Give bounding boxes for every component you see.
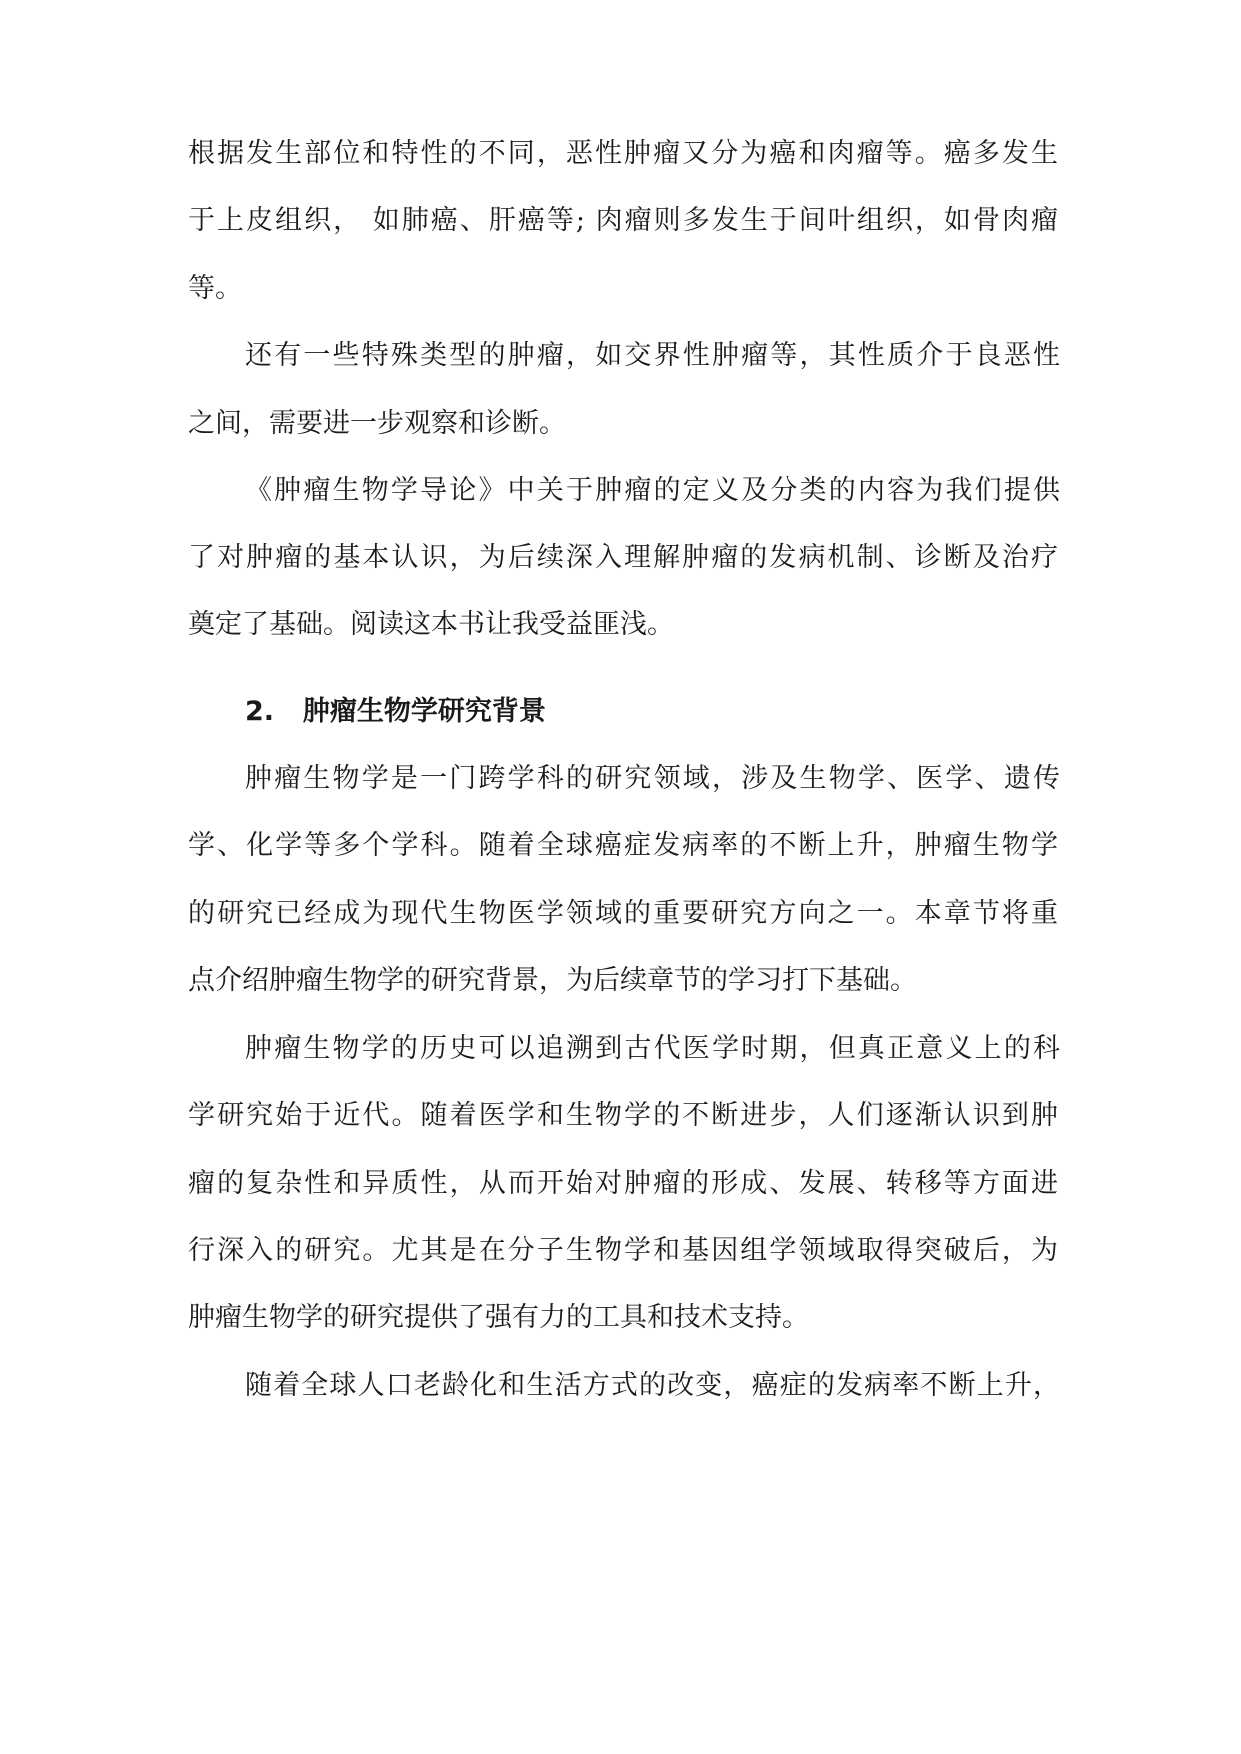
section-heading <box>245 692 546 732</box>
paragraph-5-line-3: 瘤的复杂性和异质性，从而开始对肿瘤的形成、发展、转移等方面进 <box>188 1168 1058 1199</box>
paragraph-3-line-1: 《肿瘤生物学导论》中关于肿瘤的定义及分类的内容为我们提供 <box>245 475 1060 506</box>
paragraph-4-line-3: 的研究已经成为现代生物医学领域的重要研究方向之一。本章节将重 <box>188 898 1058 929</box>
paragraph-5-line-1: 肿瘤生物学的历史可以追溯到古代医学时期，但真正意义上的科 <box>245 1033 1060 1064</box>
paragraph-5-line-2: 学研究始于近代。随着医学和生物学的不断进步，人们逐渐认识到肿 <box>188 1100 1058 1131</box>
paragraph-4-line-2: 学、化学等多个学科。随着全球癌症发病率的不断上升，肿瘤生物学 <box>188 830 1058 861</box>
paragraph-1-line-2: 于上皮组织， 如肺癌、肝癌等; 肉瘤则多发生于间叶组织，如骨肉瘤 <box>188 205 1058 236</box>
paragraph-6-line-1: 随着全球人口老龄化和生活方式的改变，癌症的发病率不断上升， <box>245 1370 1060 1401</box>
paragraph-5-line-5: 肿瘤生物学的研究提供了强有力的工具和技术支持。 <box>188 1302 809 1333</box>
paragraph-1-line-1: 根据发生部位和特性的不同，恶性肿瘤又分为癌和肉瘤等。癌多发生 <box>188 138 1058 169</box>
paragraph-3-line-2: 了对肿瘤的基本认识，为后续深入理解肿瘤的发病机制、诊断及治疗 <box>188 542 1058 573</box>
section-heading-title: 肿瘤生物学研究背景 <box>302 696 546 727</box>
paragraph-3-line-3: 奠定了基础。阅读这本书让我受益匪浅。 <box>188 609 674 640</box>
section-heading-number: 2. <box>245 696 275 727</box>
paragraph-2-line-2: 之间，需要进一步观察和诊断。 <box>188 408 566 439</box>
paragraph-1-line-3: 等。 <box>188 273 242 304</box>
paragraph-4-line-1: 肿瘤生物学是一门跨学科的研究领域，涉及生物学、医学、遗传 <box>245 763 1060 794</box>
paragraph-4-line-4: 点介绍肿瘤生物学的研究背景，为后续章节的学习打下基础。 <box>188 965 917 996</box>
paragraph-5-line-4: 行深入的研究。尤其是在分子生物学和基因组学领域取得突破后，为 <box>188 1235 1058 1266</box>
paragraph-2-line-1: 还有一些特殊类型的肿瘤，如交界性肿瘤等，其性质介于良恶性 <box>245 340 1060 371</box>
document-body <box>190 0 1060 1754</box>
